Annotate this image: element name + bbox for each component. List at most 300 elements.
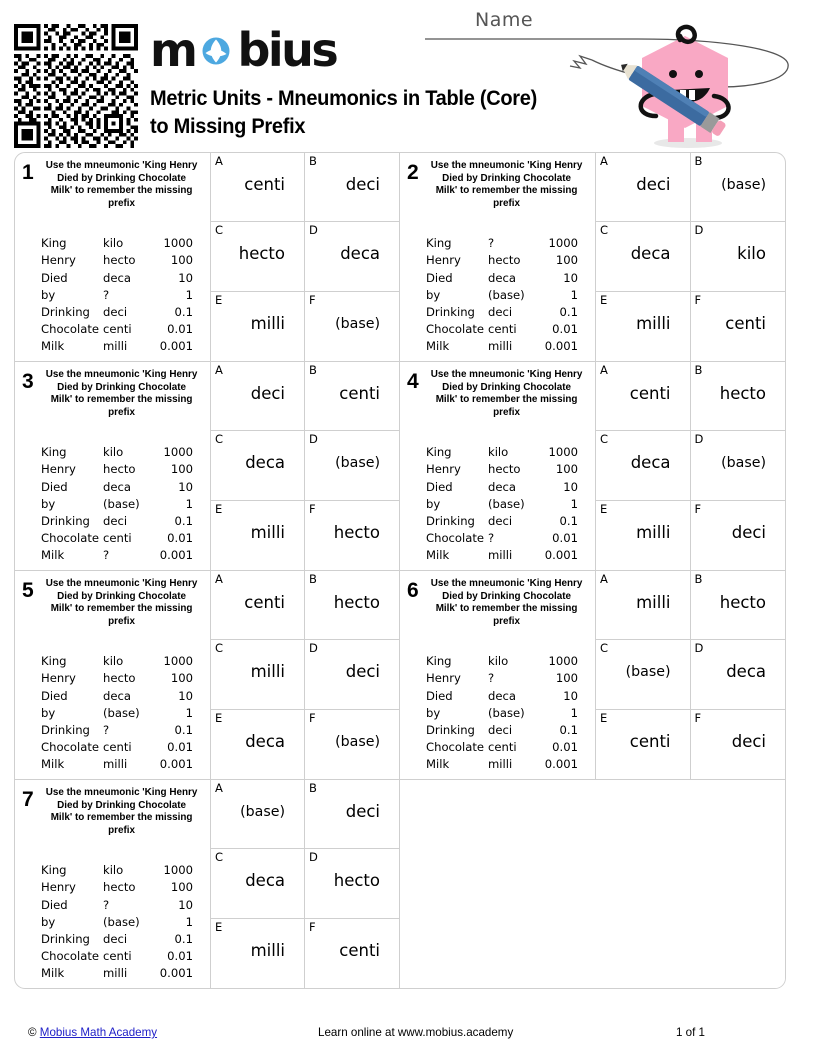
mnemonic-value: 10 — [178, 897, 193, 912]
mnemonic-prefix: centi — [103, 531, 132, 546]
mnemonic-row — [41, 722, 193, 739]
answer-value: deca — [340, 244, 380, 264]
mnemonic-prefix: deci — [488, 513, 513, 528]
mnemonic-row — [426, 670, 578, 687]
page-number: 1 of 1 — [676, 1026, 706, 1039]
mnemonic-prefix: ? — [488, 236, 495, 251]
mnemonic-word: Drinking — [41, 931, 90, 946]
mnemonic-word: Henry — [41, 671, 76, 686]
answer-value: milli — [636, 593, 671, 612]
mnemonic-value: 10 — [178, 270, 193, 285]
mnemonic-word: Died — [41, 897, 68, 912]
mnemonic-word: by — [426, 287, 441, 302]
mnemonic-prefix: centi — [488, 740, 517, 755]
question-block — [400, 153, 785, 361]
mnemonic-word: Chocolate — [41, 740, 100, 755]
mnemonic-table — [41, 444, 193, 564]
mnemonic-value: 1000 — [548, 236, 578, 251]
answer-label: F — [309, 292, 316, 307]
question-prompt — [15, 362, 211, 570]
mnemonic-prefix: hecto — [488, 462, 521, 477]
mnemonic-table — [426, 653, 578, 773]
answer-value: milli — [636, 313, 671, 333]
mnemonic-row — [426, 479, 578, 496]
question-row — [15, 571, 785, 780]
logo-text-post: bius — [237, 23, 337, 77]
answer-label: B — [309, 154, 317, 168]
answer-label: D — [694, 223, 704, 238]
mnemonic-word: Henry — [426, 253, 461, 268]
mnemonic-row — [426, 235, 578, 252]
question-block — [15, 362, 400, 570]
answer-box-f[interactable] — [691, 501, 786, 570]
question-block — [15, 780, 400, 988]
question-instruction: Use the mneumonic 'King Henry Died by Drinking Chocolate Milk' to remember the missing prefix — [430, 369, 583, 418]
answer-value: deca — [245, 871, 285, 891]
mnemonic-row — [41, 688, 193, 705]
answer-label: D — [694, 432, 704, 447]
question-instruction: Use the mneumonic 'King Henry Died by Drinking Chocolate Milk' to remember the missing prefix — [45, 578, 198, 627]
mnemonic-value: 0.01 — [167, 740, 193, 755]
answer-label: A — [600, 154, 608, 168]
mnemonic-word: Milk — [426, 548, 450, 563]
answer-box-a[interactable] — [211, 362, 305, 431]
mnemonic-table — [41, 862, 193, 982]
answer-box-e[interactable] — [211, 919, 305, 988]
mnemonic-row — [426, 722, 578, 739]
mnemonic-prefix: milli — [103, 966, 128, 981]
mnemonic-prefix: milli — [488, 339, 513, 354]
question-number: 5 — [22, 579, 34, 602]
answer-value: hecto — [719, 593, 766, 612]
mnemonic-value: 100 — [170, 671, 193, 686]
answer-boxes — [596, 362, 785, 570]
answer-label: F — [309, 501, 316, 516]
question-prompt — [15, 153, 211, 361]
mnemonic-prefix: deci — [103, 931, 128, 946]
mnemonic-value: 10 — [563, 270, 578, 285]
answer-box-e[interactable] — [596, 501, 691, 570]
answer-value: (base) — [625, 664, 671, 681]
answer-box-c[interactable] — [596, 222, 691, 291]
mnemonic-word: Drinking — [41, 722, 90, 737]
answer-box-d[interactable] — [305, 222, 399, 291]
mnemonic-row — [41, 931, 193, 948]
answer-value: centi — [244, 175, 285, 194]
question-block — [15, 153, 400, 361]
answer-box-e[interactable] — [211, 710, 305, 779]
mnemonic-word: Drinking — [426, 304, 475, 319]
mnemonic-prefix: kilo — [103, 863, 124, 878]
answer-box-c[interactable] — [211, 431, 305, 500]
mnemonic-word: by — [41, 705, 56, 720]
answer-box-e[interactable] — [596, 292, 691, 361]
answer-value: deci — [731, 731, 766, 751]
answer-value: deca — [245, 453, 285, 473]
mnemonic-row — [41, 444, 193, 461]
mnemonic-value: 10 — [563, 688, 578, 703]
mnemonic-prefix: kilo — [488, 654, 509, 669]
mnemonic-word: King — [41, 863, 67, 878]
answer-label: E — [215, 501, 223, 516]
mnemonic-table — [41, 653, 193, 773]
mnemonic-value: 100 — [170, 253, 193, 268]
mnemonic-word: Henry — [426, 462, 461, 477]
answer-boxes — [211, 153, 399, 361]
mnemonic-value: 0.01 — [552, 740, 578, 755]
page-title: Metric Units - Mneumonics in Table (Core) to Missing Prefix — [150, 86, 538, 139]
mnemonic-row — [426, 252, 578, 269]
question-prompt — [400, 362, 596, 570]
mnemonic-prefix: ? — [103, 897, 110, 912]
mnemonic-word: Chocolate — [41, 322, 100, 337]
answer-boxes — [211, 571, 399, 779]
answer-value: (base) — [240, 804, 285, 820]
mnemonic-word: Milk — [426, 757, 450, 772]
mnemonic-value: 1 — [185, 705, 193, 720]
answer-box-d[interactable] — [691, 222, 786, 291]
answer-value: centi — [244, 593, 285, 612]
mnemonic-value: 0.1 — [559, 513, 578, 528]
answer-box-d[interactable] — [305, 849, 399, 918]
answer-box-e[interactable] — [211, 292, 305, 361]
mnemonic-row — [426, 321, 578, 338]
answer-box-b[interactable] — [305, 571, 399, 640]
answer-label: D — [309, 850, 318, 865]
mnemonic-row — [41, 670, 193, 687]
mnemonic-row — [426, 461, 578, 478]
mnemonic-prefix: hecto — [103, 671, 136, 686]
pink-hexagon-mascot-with-pencil — [610, 22, 760, 150]
answer-box-f[interactable] — [305, 292, 399, 361]
mnemonic-value: 0.1 — [174, 722, 193, 737]
mnemonic-table — [426, 444, 578, 564]
answer-label: D — [309, 432, 318, 447]
mnemonic-row — [426, 304, 578, 321]
answer-value: (base) — [335, 455, 380, 472]
mnemonic-word: Died — [41, 479, 68, 494]
answer-label: A — [600, 363, 608, 377]
mnemonic-value: 1 — [185, 496, 193, 511]
mnemonic-value: 1 — [570, 287, 578, 302]
mnemonic-row — [41, 235, 193, 252]
mnemonic-row — [41, 879, 193, 896]
mnemonic-word: Died — [426, 270, 453, 285]
question-block — [15, 571, 400, 779]
answer-label: C — [215, 641, 224, 656]
answer-box-b[interactable] — [305, 780, 399, 849]
mnemonic-word: Chocolate — [426, 322, 485, 337]
answer-value: deci — [345, 175, 380, 194]
mnemonic-prefix: kilo — [488, 445, 509, 460]
mnemonic-row — [426, 547, 578, 564]
mnemonic-value: 1000 — [548, 445, 578, 460]
mnemonic-value: 1000 — [163, 236, 193, 251]
question-block — [400, 571, 785, 779]
answer-box-a[interactable] — [211, 153, 305, 222]
answer-box-e[interactable] — [596, 710, 691, 779]
mnemonic-row — [41, 653, 193, 670]
answer-label: F — [309, 710, 316, 725]
mnemonic-word: Chocolate — [41, 949, 100, 964]
answer-box-d[interactable] — [305, 640, 399, 709]
mnemonic-word: Henry — [41, 462, 76, 477]
mnemonic-prefix: ? — [103, 548, 110, 563]
answer-label: F — [694, 710, 702, 725]
mnemonic-row — [426, 705, 578, 722]
mnemonic-word: Died — [426, 688, 453, 703]
mnemonic-word: Milk — [41, 966, 65, 981]
mnemonic-word: King — [41, 654, 67, 669]
question-prompt — [15, 571, 211, 779]
mnemonic-prefix: (base) — [103, 914, 140, 929]
mnemonic-value: 10 — [563, 479, 578, 494]
mnemonic-row — [41, 914, 193, 931]
answer-value: milli — [636, 522, 671, 542]
question-number: 4 — [407, 370, 419, 393]
answer-box-b[interactable] — [691, 153, 786, 222]
mnemonic-value: 10 — [178, 479, 193, 494]
answer-value: deca — [630, 244, 671, 264]
answer-label: B — [694, 572, 703, 586]
mnemonic-row — [426, 287, 578, 304]
answer-box-a[interactable] — [596, 362, 691, 431]
answer-label: D — [694, 641, 704, 656]
answer-label: A — [215, 154, 223, 168]
answer-value: hecto — [238, 244, 285, 264]
mnemonic-value: 0.001 — [544, 757, 578, 772]
mnemonic-table — [426, 235, 578, 355]
answer-box-d[interactable] — [305, 431, 399, 500]
answer-label: F — [694, 501, 702, 516]
mnemonic-row — [41, 287, 193, 304]
mnemonic-prefix: kilo — [103, 236, 124, 251]
answer-box-a[interactable] — [211, 571, 305, 640]
mnemonic-word: King — [41, 445, 67, 460]
answer-label: C — [215, 223, 224, 238]
page-header — [0, 0, 815, 150]
answer-boxes — [211, 780, 399, 988]
mnemonic-value: 1000 — [548, 654, 578, 669]
mnemonic-word: Drinking — [41, 513, 90, 528]
answer-value: milli — [250, 522, 285, 542]
mnemonic-word: Died — [426, 479, 453, 494]
question-prompt — [400, 153, 596, 361]
mnemonic-prefix: deci — [488, 722, 513, 737]
mnemonic-word: King — [426, 654, 452, 669]
mnemonic-prefix: (base) — [103, 705, 140, 720]
mnemonic-prefix: hecto — [103, 880, 136, 895]
answer-value: hecto — [333, 871, 380, 891]
qr-code — [14, 24, 138, 148]
question-number: 6 — [407, 579, 419, 602]
answer-box-f[interactable] — [305, 501, 399, 570]
mobius-math-academy-link[interactable]: Mobius Math Academy — [39, 1026, 158, 1039]
mnemonic-prefix: deca — [488, 479, 516, 494]
mnemonic-row — [41, 338, 193, 355]
question-number: 7 — [22, 788, 34, 811]
mnemonic-word: Milk — [41, 339, 65, 354]
answer-box-c[interactable] — [211, 222, 305, 291]
mnemonic-prefix: deca — [103, 479, 131, 494]
mnemonic-value: 100 — [555, 253, 578, 268]
mnemonic-table — [41, 235, 193, 355]
mnemonic-word: Drinking — [41, 304, 90, 319]
logo-text-pre: m — [150, 23, 196, 77]
mnemonic-word: Drinking — [426, 722, 475, 737]
mnemonic-value: 10 — [178, 688, 193, 703]
mnemonic-row — [41, 897, 193, 914]
mnemonic-prefix: kilo — [103, 654, 124, 669]
answer-box-c[interactable] — [211, 849, 305, 918]
question-number: 3 — [22, 370, 34, 393]
answer-label: F — [309, 919, 316, 934]
mnemonic-prefix: centi — [103, 740, 132, 755]
mnemonic-value: 0.001 — [159, 548, 193, 563]
mnemonic-prefix: ? — [488, 671, 495, 686]
mnemonic-word: by — [426, 705, 441, 720]
answer-box-b[interactable] — [305, 362, 399, 431]
question-prompt — [15, 780, 211, 988]
answer-label: A — [215, 781, 223, 795]
mnemonic-prefix: ? — [103, 722, 110, 737]
mnemonic-word: by — [426, 496, 441, 511]
answer-label: B — [309, 363, 317, 377]
question-prompt — [400, 571, 596, 779]
mnemonic-value: 0.1 — [174, 931, 193, 946]
mnemonic-prefix: centi — [103, 949, 132, 964]
answer-label: E — [600, 710, 608, 725]
answer-label: F — [694, 292, 702, 307]
question-number: 2 — [407, 161, 419, 184]
mnemonic-row — [426, 270, 578, 287]
answer-box-a[interactable] — [596, 153, 691, 222]
answer-label: A — [600, 572, 608, 586]
mnemonic-prefix: centi — [488, 322, 517, 337]
answer-box-b[interactable] — [691, 571, 786, 640]
mnemonic-value: 0.001 — [159, 339, 193, 354]
empty-cell — [400, 780, 785, 988]
mnemonic-row — [41, 756, 193, 773]
copyright-notice — [28, 1026, 157, 1039]
answer-label: A — [215, 363, 223, 377]
mnemonic-row — [41, 321, 193, 338]
mnemonic-value: 1 — [570, 705, 578, 720]
mnemonic-value: 0.001 — [159, 966, 193, 981]
answer-box-b[interactable] — [691, 362, 786, 431]
answer-box-c[interactable] — [211, 640, 305, 709]
copyright-symbol: © — [28, 1026, 37, 1039]
mnemonic-word: Henry — [426, 671, 461, 686]
answer-box-e[interactable] — [211, 501, 305, 570]
answer-box-c[interactable] — [596, 640, 691, 709]
mnemonic-word: Milk — [41, 548, 65, 563]
answer-label: B — [694, 154, 703, 168]
mnemonic-prefix: deca — [488, 688, 516, 703]
worksheet-grid — [14, 152, 786, 989]
answer-value: centi — [339, 384, 380, 403]
answer-label: D — [309, 641, 318, 656]
answer-value: (base) — [335, 733, 380, 750]
question-instruction: Use the mneumonic 'King Henry Died by Drinking Chocolate Milk' to remember the missing prefix — [430, 578, 583, 627]
mnemonic-row — [426, 338, 578, 355]
mnemonic-row — [41, 496, 193, 513]
mnemonic-prefix: milli — [103, 757, 128, 772]
answer-box-f[interactable] — [305, 710, 399, 779]
answer-box-b[interactable] — [305, 153, 399, 222]
answer-box-f[interactable] — [691, 710, 786, 779]
mnemonic-value: 1 — [185, 287, 193, 302]
answer-box-f[interactable] — [691, 292, 786, 361]
mnemonic-word: by — [41, 914, 56, 929]
mnemonic-row — [426, 496, 578, 513]
mnemonic-value: 0.01 — [552, 322, 578, 337]
mnemonic-value: 1 — [185, 914, 193, 929]
question-instruction: Use the mneumonic 'King Henry Died by Drinking Chocolate Milk' to remember the missing prefix — [45, 787, 198, 836]
question-instruction: Use the mneumonic 'King Henry Died by Drinking Chocolate Milk' to remember the missing prefix — [45, 160, 198, 209]
mnemonic-value: 100 — [170, 880, 193, 895]
answer-box-d[interactable] — [691, 431, 786, 500]
answer-value: centi — [339, 940, 380, 960]
question-instruction: Use the mneumonic 'King Henry Died by Drinking Chocolate Milk' to remember the missing prefix — [430, 160, 583, 209]
question-block — [400, 362, 785, 570]
mnemonic-prefix: deci — [488, 304, 513, 319]
answer-label: E — [215, 292, 223, 307]
mnemonic-row — [426, 739, 578, 756]
mnemonic-value: 100 — [170, 462, 193, 477]
mnemonic-row — [426, 530, 578, 547]
mnemonic-row — [41, 304, 193, 321]
answer-value: hecto — [719, 384, 766, 403]
mnemonic-row — [41, 252, 193, 269]
mnemonic-value: 100 — [555, 462, 578, 477]
mnemonic-value: 0.1 — [559, 722, 578, 737]
mnemonic-word: Chocolate — [426, 531, 485, 546]
answer-box-c[interactable] — [596, 431, 691, 500]
page-footer — [0, 1022, 815, 1050]
answer-box-f[interactable] — [305, 919, 399, 988]
mnemonic-prefix: milli — [488, 757, 513, 772]
answer-boxes — [211, 362, 399, 570]
mnemonic-row — [41, 547, 193, 564]
mnemonic-value: 0.01 — [167, 949, 193, 964]
mnemonic-value: 1000 — [163, 654, 193, 669]
answer-value: hecto — [333, 522, 380, 542]
answer-value: centi — [629, 731, 671, 751]
mnemonic-row — [426, 756, 578, 773]
answer-label: C — [215, 850, 224, 865]
mnemonic-prefix: (base) — [103, 496, 140, 511]
answer-box-a[interactable] — [596, 571, 691, 640]
answer-box-a[interactable] — [211, 780, 305, 849]
answer-box-d[interactable] — [691, 640, 786, 709]
answer-label: B — [694, 363, 703, 377]
answer-value: deci — [636, 175, 671, 194]
mnemonic-prefix: (base) — [488, 705, 525, 720]
answer-label: B — [309, 781, 317, 795]
mnemonic-row — [426, 688, 578, 705]
mnemonic-row — [41, 965, 193, 982]
answer-value: deca — [245, 731, 285, 751]
mnemonic-prefix: centi — [103, 322, 132, 337]
mnemonic-row — [426, 653, 578, 670]
mnemonic-word: King — [41, 236, 67, 251]
mnemonic-word: Died — [41, 688, 68, 703]
answer-label: E — [600, 501, 608, 516]
mnemonic-value: 0.001 — [159, 757, 193, 772]
answer-value: milli — [250, 662, 285, 682]
mnemonic-prefix: kilo — [103, 445, 124, 460]
